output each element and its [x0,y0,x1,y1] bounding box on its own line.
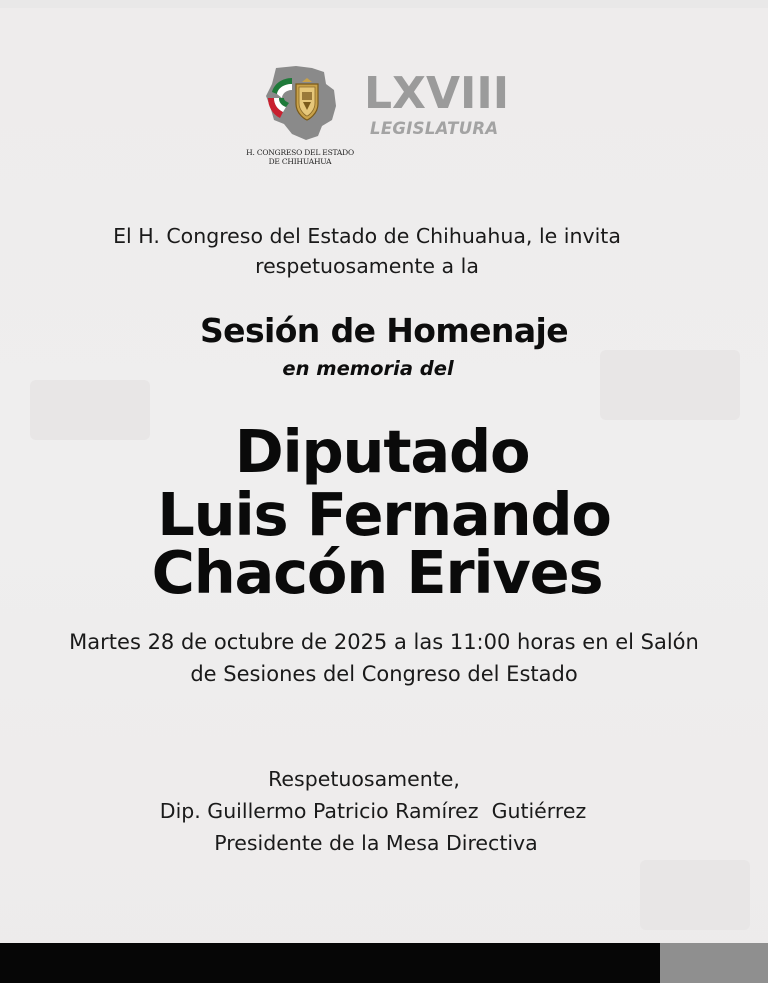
event-title: Sesión de Homenaje [200,311,568,350]
honoree-title: Diputado [234,417,530,486]
bottom-bar [0,943,660,983]
congress-caption-line2: DE CHIHUAHUA [268,157,332,166]
signature-name: Dip. Guillermo Patricio Ramírez Gutiérrez [159,799,587,823]
background-shape [640,860,750,930]
invitation-line-1: El H. Congreso del Estado de Chihuahua, le invita [113,224,621,248]
congress-logo [244,60,524,172]
signature-role: Presidente de la Mesa Directiva [214,831,538,855]
event-details-line-2: de Sesiones del Congreso del Estado [190,662,578,686]
event-subtitle: en memoria del [282,357,454,380]
legislature-number: LXVIII [364,68,510,119]
honoree-given-names: Luis Fernando [157,480,611,549]
legislature-word: LEGISLATURA [370,119,499,138]
signature-closing: Respetuosamente, [268,767,460,791]
bottom-bar-accent [660,943,768,983]
invitation-line-2: respetuosamente a la [255,254,479,278]
state-emblem-icon [262,62,338,142]
event-details-line-1: Martes 28 de octubre de 2025 a las 11:00 horas en el Salón [69,630,699,654]
congress-caption [244,148,356,166]
congress-caption-line1: H. CONGRESO DEL ESTADO [246,148,354,157]
honoree-surnames: Chacón Erives [151,538,603,607]
top-strip [0,0,768,8]
